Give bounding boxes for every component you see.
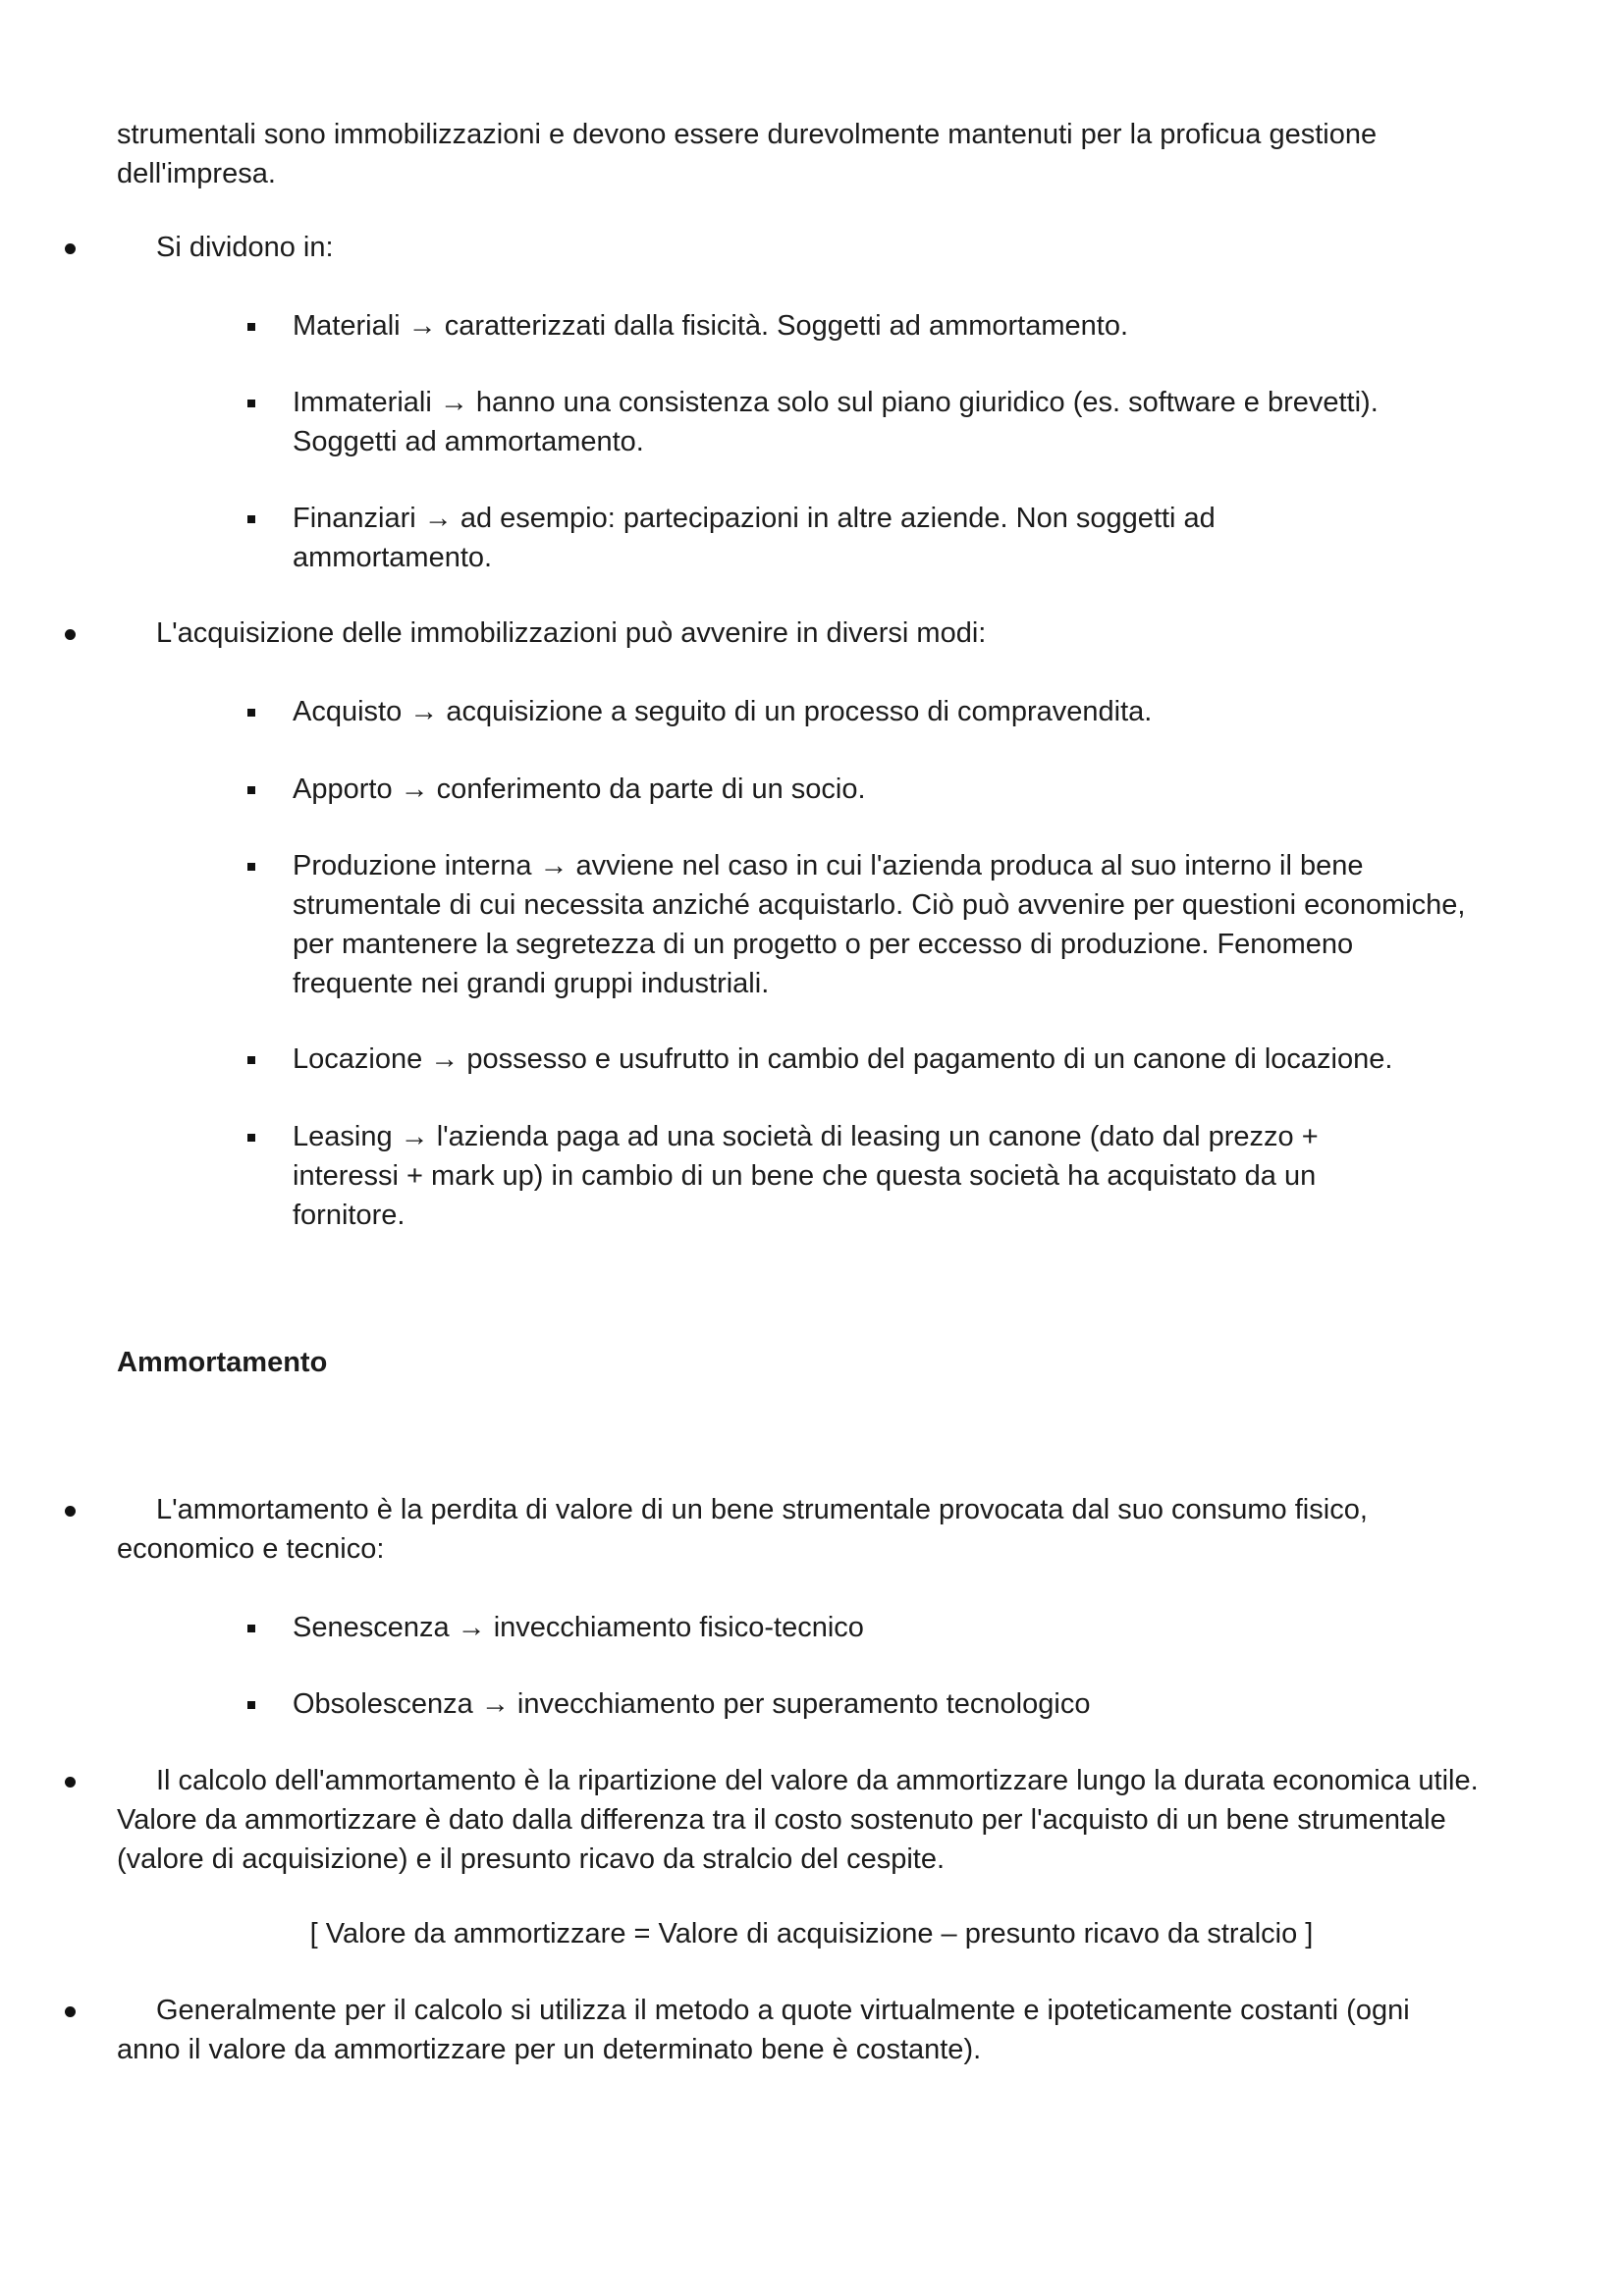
square-bullet-icon	[247, 786, 255, 794]
sub-item-materiali	[293, 306, 1490, 346]
bullet-text: Generalmente per il calcolo si utilizza il metodo a quote virtualmente e ipoteticamente costanti (ogni anno il valore da ammortizzare per un determinato bene è costante).	[117, 1995, 1410, 2065]
intro-paragraph	[117, 115, 1491, 193]
sub-item-acquisto	[293, 692, 1490, 731]
sub-item-text: Leasing → l'azienda paga ad una società di leasing un canone (dato dal prezzo + interessi + mark up) in cambio di un bene che questa società ha acquistato da un fornitore.	[293, 1121, 1319, 1231]
sub-item-text: Finanziari → ad esempio: partecipazioni in altre aziende. Non soggetti ad ammortamento.	[293, 503, 1216, 573]
intro-text: strumentali sono immobilizzazioni e devono essere durevolmente mantenuti per la proficua gestione dell'impresa.	[117, 119, 1378, 189]
square-bullet-icon	[247, 323, 255, 331]
sub-item-locazione	[293, 1040, 1490, 1079]
bullet-icon	[65, 1777, 76, 1788]
bullet-acquisizione	[117, 614, 1491, 653]
square-bullet-icon	[247, 1056, 255, 1064]
square-bullet-icon	[247, 515, 255, 523]
bullet-icon	[65, 243, 76, 254]
formula: [ Valore da ammortizzare = Valore di acquisizione – presunto ricavo da stralcio ]	[309, 1918, 1314, 1949]
square-bullet-icon	[247, 1134, 255, 1142]
square-bullet-icon	[247, 1701, 255, 1709]
section-heading: Ammortamento	[117, 1347, 328, 1378]
bullet-calcolo	[117, 1761, 1491, 1879]
bullet-metodo	[117, 1991, 1437, 2069]
sub-item-immateriali	[293, 383, 1471, 461]
sub-item-text: Senescenza → invecchiamento fisico-tecnico	[293, 1612, 864, 1643]
bullet-icon	[65, 1506, 76, 1517]
bullet-text: Il calcolo dell'ammortamento è la ripartizione del valore da ammortizzare lungo la durata economica utile. Valore da ammortizzare è dato dalla differenza tra il costo sostenuto per l'acquisto di un bene strumentale (valore di acquisizione) e il presunto ricavo da stralcio del cespite.	[117, 1765, 1479, 1875]
sub-item-apporto	[293, 770, 1490, 809]
bullet-text: L'acquisizione delle immobilizzazioni può avvenire in diversi modi:	[156, 617, 987, 649]
sub-item-text: Locazione → possesso e usufrutto in cambio del pagamento di un canone di locazione.	[293, 1043, 1393, 1075]
bullet-text: Si dividono in:	[156, 232, 334, 263]
bullet-icon	[65, 2006, 76, 2017]
sub-item-text: Produzione interna → avviene nel caso in cui l'azienda produca al suo interno il bene strumentale di cui necessita anziché acquistarlo. Ciò può avvenire per questioni economiche, per mantenere la segretezza di un progetto o per eccesso di produzione. Fenomeno frequente nei grandi gruppi industriali.	[293, 850, 1466, 999]
sub-item-produzione-interna	[293, 846, 1471, 1003]
bullet-icon	[65, 629, 76, 640]
sub-item-text: Apporto → conferimento da parte di un socio.	[293, 774, 866, 805]
sub-item-senescenza	[293, 1608, 1490, 1647]
sub-item-text: Acquisto → acquisizione a seguito di un processo di compravendita.	[293, 696, 1153, 727]
sub-item-text: Materiali → caratterizzati dalla fisicità. Soggetti ad ammortamento.	[293, 310, 1129, 342]
sub-item-text: Immateriali → hanno una consistenza solo sul piano giuridico (es. software e brevetti). Soggetti ad ammortamento.	[293, 387, 1379, 457]
bullet-dividono	[117, 228, 1491, 267]
sub-item-finanziari	[293, 499, 1333, 577]
square-bullet-icon	[247, 709, 255, 717]
sub-item-obsolescenza	[293, 1684, 1490, 1724]
bullet-definizione	[117, 1490, 1482, 1569]
sub-item-leasing	[293, 1117, 1432, 1235]
square-bullet-icon	[247, 1625, 255, 1632]
sub-item-text: Obsolescenza → invecchiamento per superamento tecnologico	[293, 1688, 1091, 1720]
bullet-text: L'ammortamento è la perdita di valore di un bene strumentale provocata dal suo consumo fisico, economico e tecnico:	[117, 1494, 1368, 1565]
square-bullet-icon	[247, 863, 255, 871]
square-bullet-icon	[247, 400, 255, 407]
